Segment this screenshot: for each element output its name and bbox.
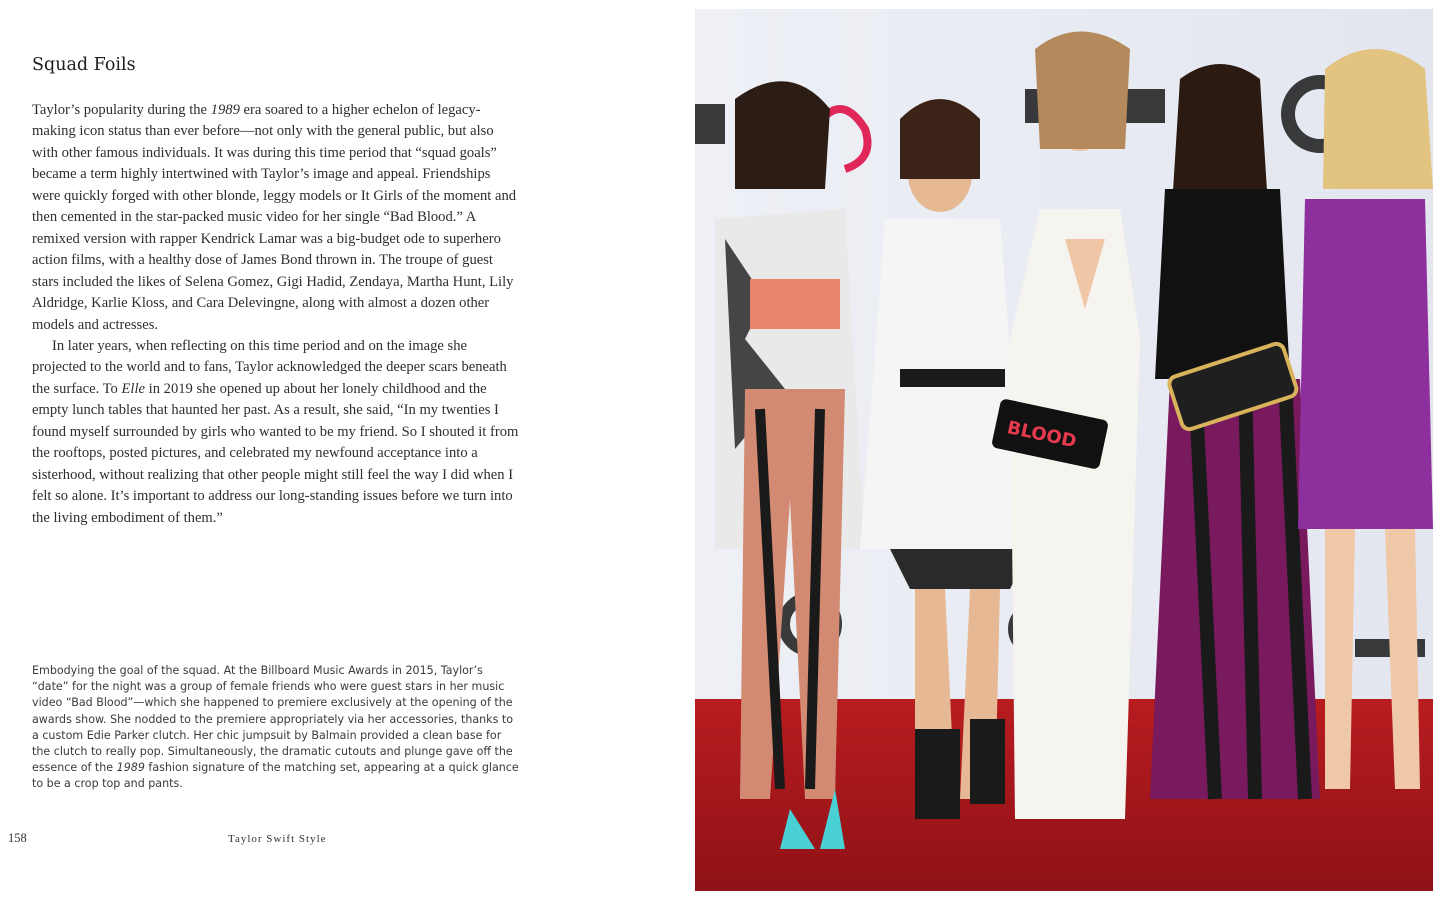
paragraph-1-text-a: Taylor’s popularity during the: [32, 102, 211, 118]
photo-caption: [32, 663, 522, 793]
svg-text:BLOOD: BLOOD: [1005, 417, 1079, 453]
caption-text-b: fashion signature of the matching set, appearing at a quick glance to be a crop top and pants.: [32, 761, 519, 791]
left-page: [0, 0, 690, 904]
red-carpet-photo-illustration: [695, 9, 1433, 891]
paragraph-1: [32, 100, 522, 336]
paragraph-1-text-b: era soared to a higher echelon of legacy-making icon status than ever before—not only with the general public, but also with other famous individuals. It was during this time period that “squad goals” became a term highly intertwined with Taylor’s image and appeal. Friendships were quickly forged with other blonde, leggy models or It Girls of the moment and then cemented in the star-packed music video for her single “Bad Blood.” A remixed version with rapper Kendrick Lamar was a big-budget ode to superhero action films, with a healthy dose of James Bond thrown in. The troupe of guest stars included the likes of Selena Gomez, Gigi Hadid, Zendaya, Martha Hunt, Lily Aldridge, Karlie Kloss, and Cara Delevingne, along with almost a dozen other models and actresses.: [32, 102, 517, 333]
section-heading: Squad Foils: [32, 55, 136, 75]
paragraph-2: [32, 336, 522, 529]
red-carpet-photo: [695, 9, 1433, 891]
paragraph-2-text-a: In later years, when reflecting on this time period and on the image she projected to the world and to fans, Taylor acknowledged the deeper scars beneath the surface. To: [32, 337, 507, 397]
paragraph-2-text-b: in 2019 she opened up about her lonely childhood and the empty lunch tables that haunted her past. As a result, she said, “In my twenties I found myself surrounded by girls who wanted to be my friend. So I shouted it from the rooftops, posted pictures, and celebrated my newfound acceptance into a sisterhood, without realizing that other people might still feel the way I did when I felt so alone. It’s important to address our long-standing issues before we turn into the living embodiment of them.”: [32, 380, 519, 526]
running-footer-title: Taylor Swift Style: [228, 833, 327, 845]
paragraph-2-italic: Elle: [121, 380, 145, 397]
body-text: [32, 100, 522, 529]
page-number: 158: [8, 831, 27, 845]
caption-text-a: Embodying the goal of the squad. At the Billboard Music Awards in 2015, Taylor’s “date” for the night was a group of female friends who were guest stars in her music video “Bad Blood”—which she happened to premiere exclusively at the opening of the awards show. She nodded to the premiere appropriately via her accessories, thanks to a custom Edie Parker clutch. Her chic jumpsuit by Balmain provided a clean base for the clutch to really pop. Simultaneously, the dramatic cutouts and plunge gave off the essence of the: [32, 664, 514, 775]
caption-italic: 1989: [116, 761, 145, 775]
paragraph-1-italic: 1989: [210, 102, 240, 118]
